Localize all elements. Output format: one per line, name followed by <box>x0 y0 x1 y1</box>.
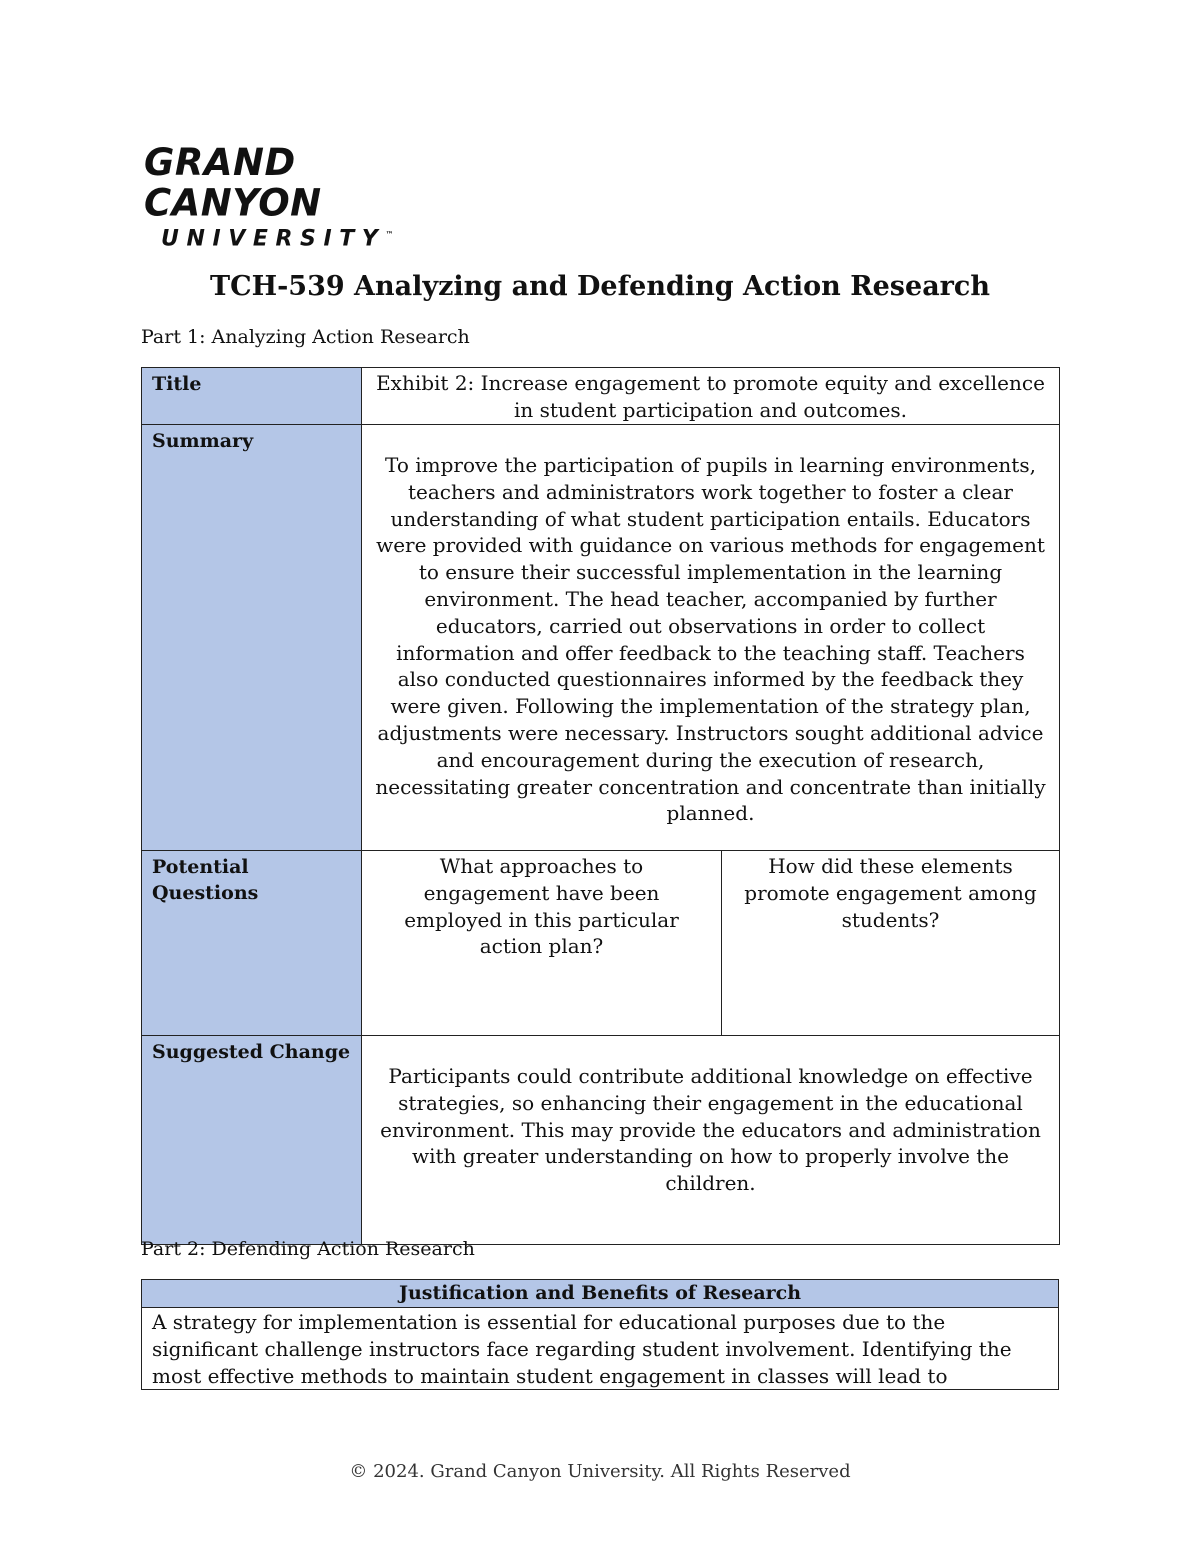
trademark-symbol: ™ <box>385 230 394 239</box>
analysis-table <box>141 367 1060 1245</box>
logo-line-1: GRAND CANYON <box>144 140 322 225</box>
table-row-questions <box>142 851 1060 1036</box>
document-title: TCH-539 Analyzing and Defending Action Research <box>210 271 990 302</box>
question-1: What approaches to engagement have been employed in this particular action plan? <box>362 851 722 1036</box>
title-label: Title <box>142 368 362 425</box>
title-value: Exhibit 2: Increase engagement to promote equity and excellence in student participation and outcomes. <box>362 368 1060 425</box>
justification-body-row <box>142 1308 1059 1390</box>
logo-line-2 <box>161 223 424 251</box>
question-2: How did these elements promote engagement among students? <box>722 851 1060 1036</box>
table-row-title <box>142 368 1060 425</box>
copyright-footer: © 2024. Grand Canyon University. All Rights Reserved <box>349 1461 851 1482</box>
table-row-change <box>142 1036 1060 1245</box>
part-2-heading: Part 2: Defending Action Research <box>141 1238 475 1260</box>
change-label: Suggested Change <box>142 1036 362 1245</box>
justification-header: Justification and Benefits of Research <box>142 1280 1059 1308</box>
logo-line-2-text: UNIVERSITY <box>161 226 386 252</box>
questions-label: Potential Questions <box>142 851 362 1036</box>
justification-header-row <box>142 1280 1059 1308</box>
part-1-heading: Part 1: Analyzing Action Research <box>141 326 470 348</box>
summary-label: Summary <box>142 425 362 851</box>
change-value: Participants could contribute additional knowledge on effective strategies, so enhancing their engagement in the educational environment. This may provide the educators and administration with greater understanding on how to properly involve the children. <box>362 1036 1060 1245</box>
university-logo <box>144 140 424 252</box>
summary-value: To improve the participation of pupils in learning environments, teachers and administrators work together to foster a clear understanding of what student participation entails. Educators were provided with guidance on various methods for engagement to ensure their successful implementation in the learning environment. The head teacher, accompanied by further educators, carried out observations in order to collect information and offer feedback to the teaching staff. Teachers also conducted questionnaires informed by the feedback they were given. Following the implementation of the strategy plan, adjustments were necessary. Instructors sought additional advice and encouragement during the execution of research, necessitating greater concentration and concentrate than initially planned. <box>362 425 1060 851</box>
justification-table <box>141 1279 1059 1390</box>
table-row-summary <box>142 425 1060 851</box>
justification-body: A strategy for implementation is essential for educational purposes due to the significant challenge instructors face regarding student involvement. Identifying the most effective methods to maintain student engagement in classes will lead to <box>142 1308 1059 1390</box>
